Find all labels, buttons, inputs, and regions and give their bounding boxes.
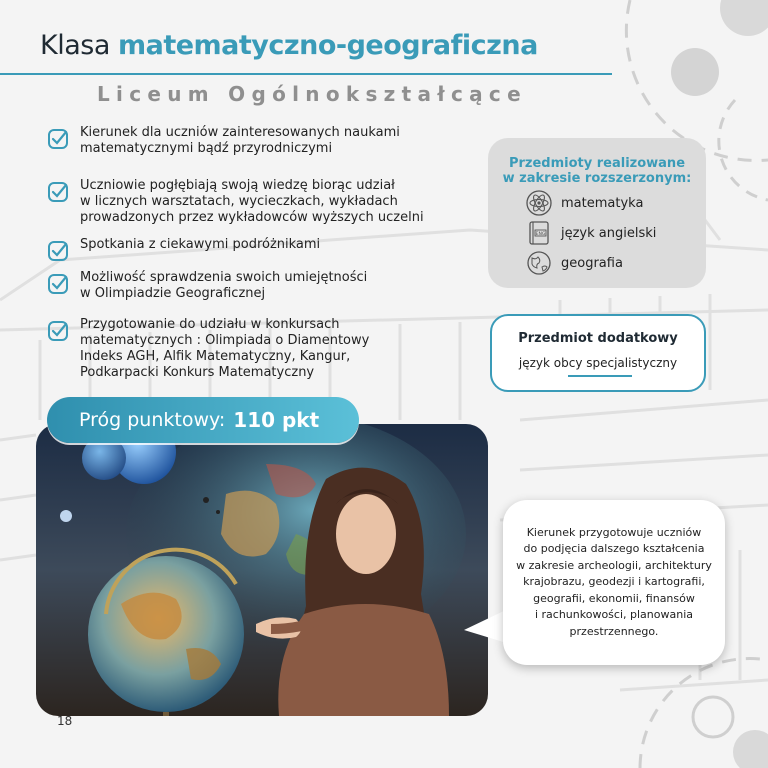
title-prefix: Klasa	[40, 30, 110, 61]
title-underline	[0, 73, 612, 75]
svg-text:ENG: ENG	[535, 232, 546, 237]
subject-item	[526, 190, 643, 216]
list-item-text: Spotkania z ciekawymi podróżnikami	[80, 237, 321, 252]
school-subtitle: Liceum Ogólnokształcące	[97, 82, 527, 106]
check-icon	[47, 320, 69, 342]
list-item-text: Kierunek dla uczniów zainteresowanych naukami matematycznymi bądź przyrodniczymi	[80, 125, 400, 156]
student-globe-photo	[36, 424, 488, 716]
additional-subject-box	[490, 314, 706, 392]
list-item	[47, 270, 487, 302]
check-icon	[47, 128, 69, 150]
eng-book-icon	[526, 220, 552, 246]
page-number: 18	[57, 714, 73, 728]
additional-subject-title: Przedmiot dodatkowy	[518, 331, 678, 346]
subject-label: geografia	[561, 255, 623, 271]
subject-label: język angielski	[561, 225, 657, 241]
list-item-text: Przygotowanie do udziału w konkursach matematycznych : Olimpiada o Diamentowy Indeks AGH, Alfik Matematyczny, Kangur, Podkarpacki Konkurs Matematyczny	[80, 317, 370, 380]
description-bubble	[503, 500, 725, 665]
check-icon	[47, 181, 69, 203]
list-item	[47, 317, 487, 381]
extended-subjects-title: Przedmioty realizowane w zakresie rozszerzonym:	[502, 156, 692, 186]
list-item-text: Uczniowie pogłębiają swoją wiedzę biorąc udział w licznych warsztatach, wycieczkach, wykładach prowadzonych przez wykładowców wyższych uczelni	[80, 178, 424, 225]
subject-item	[526, 220, 656, 246]
list-item-text: Możliwość sprawdzenia swoich umiejętności w Olimpiadzie Geograficznej	[80, 270, 368, 301]
page-title	[40, 30, 538, 61]
threshold-label: Próg punktowy:	[79, 409, 226, 431]
check-icon	[47, 240, 69, 262]
extended-subjects-box	[488, 138, 706, 288]
list-item	[47, 178, 487, 226]
globe-icon	[526, 250, 552, 276]
additional-subject-value: język obcy specjalistyczny	[518, 356, 678, 370]
list-item	[47, 125, 487, 157]
threshold-badge	[47, 397, 359, 443]
photo-illustration	[36, 424, 488, 716]
check-icon	[47, 273, 69, 295]
title-accent: matematyczno-geograficzna	[117, 30, 538, 61]
list-item	[47, 237, 487, 262]
atom-icon	[526, 190, 552, 216]
subject-label: matematyka	[561, 195, 644, 211]
subject-item	[526, 250, 623, 276]
additional-subject-underline	[568, 375, 632, 377]
threshold-value: 110 pkt	[233, 408, 320, 432]
description-text: Kierunek przygotowuje uczniów do podjęcia dalszego kształcenia w zakresie archeologii, architektury krajobrazu, geodezji i kartografii, geografii, ekonomii, finansów i rachunkowości, planowania przestrzennego.	[516, 525, 712, 638]
